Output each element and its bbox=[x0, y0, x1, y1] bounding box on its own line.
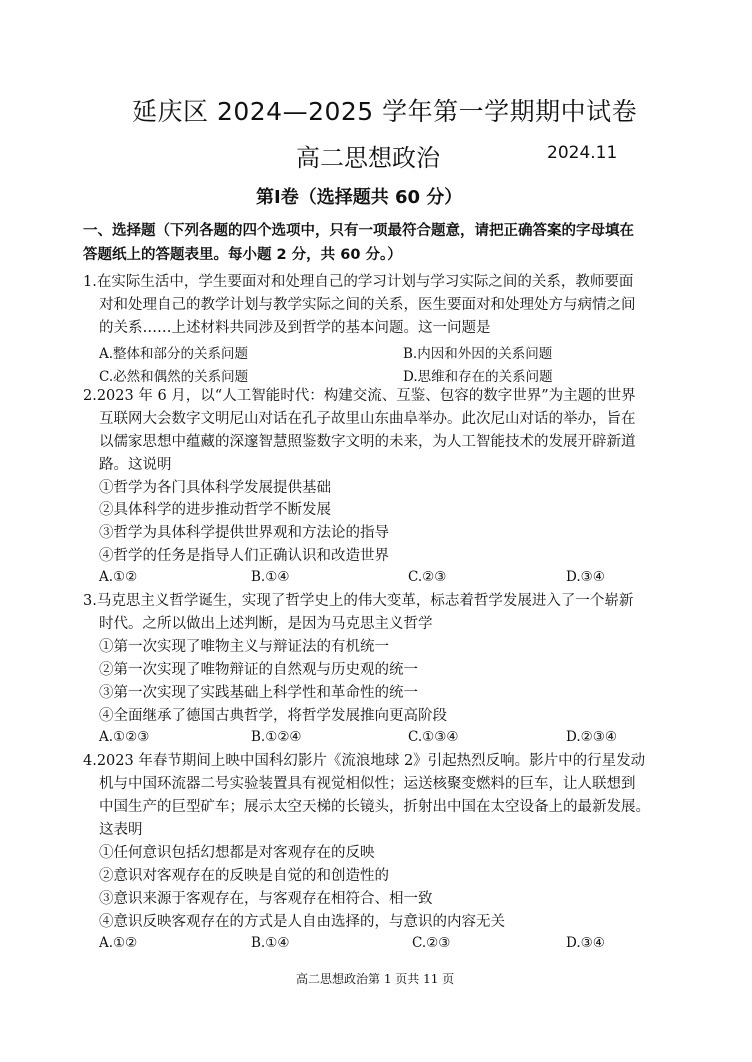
statement-item: ③第一次实现了实践基础上科学性和革命性的统一 bbox=[99, 685, 418, 701]
statement-item: ①哲学为各门具体科学发展提供基础 bbox=[99, 480, 331, 496]
question-stem-line: 这表明 bbox=[99, 822, 143, 838]
statement-item: ②第一次实现了唯物辩证的自然观与历史观的统一 bbox=[99, 662, 418, 678]
option-a[interactable]: A.整体和部分的关系问题 bbox=[99, 346, 249, 362]
exam-title: 延庆区 2024—2025 学年第一学期期中试卷 bbox=[132, 97, 638, 126]
exam-date: 2024.11 bbox=[547, 143, 618, 163]
question-stem-line: 对和处理自己的教学计划与教学实际之间的关系，医生要面对和处理处方与病情之间 bbox=[99, 297, 636, 313]
option-c[interactable]: C.②③ bbox=[412, 935, 451, 951]
statement-item: ③哲学为具体科学提供世界观和方法论的指导 bbox=[99, 525, 389, 541]
question-stem-line: 的关系……上述材料共同涉及到哲学的基本问题。这一问题是 bbox=[99, 320, 491, 336]
instructions-line: 一、选择题（下列各题的四个选项中，只有一项最符合题意，请把正确答案的字母填在 bbox=[83, 223, 634, 239]
option-d[interactable]: D.思维和存在的关系问题 bbox=[403, 369, 553, 385]
option-d[interactable]: D.③④ bbox=[566, 935, 605, 951]
section-heading: 第Ⅰ卷（选择题共 60 分） bbox=[256, 187, 463, 208]
question-stem-line: 以儒家思想中蕴藏的深邃智慧照鉴数字文明的未来，为人工智能技术的发展开辟新道 bbox=[99, 434, 636, 450]
option-d[interactable]: D.③④ bbox=[566, 569, 605, 585]
statement-item: ①第一次实现了唯物主义与辩证法的有机统一 bbox=[99, 639, 389, 655]
option-d[interactable]: D.②③④ bbox=[566, 729, 617, 745]
option-b[interactable]: B.内因和外因的关系问题 bbox=[403, 346, 553, 362]
question-stem-line: 3.马克思主义哲学诞生，实现了哲学史上的伟大变革，标志着哲学发展进入了一个崭新 bbox=[83, 593, 634, 609]
option-a[interactable]: A.①②③ bbox=[99, 729, 150, 745]
option-b[interactable]: B.①②④ bbox=[251, 729, 302, 745]
instructions bbox=[83, 219, 713, 267]
question-stem-line: 路。这说明 bbox=[99, 457, 172, 473]
option-b[interactable]: B.①④ bbox=[251, 569, 290, 585]
statement-item: ③意识来源于客观存在，与客观存在相符合、相一致 bbox=[99, 891, 433, 907]
question-stem-line: 1.在实际生活中，学生要面对和处理自己的学习计划与学习实际之间的关系，教师要面 bbox=[83, 274, 634, 290]
option-b[interactable]: B.①④ bbox=[251, 935, 290, 951]
option-a[interactable]: A.①② bbox=[99, 935, 138, 951]
statement-item: ①任何意识包括幻想都是对客观存在的反映 bbox=[99, 845, 375, 861]
question-stem-line: 4.2023 年春节期间上映中国科幻影片《流浪地球 2》引起热烈反响。影片中的行星发动 bbox=[83, 753, 646, 769]
question-stem-line: 2.2023 年 6 月，以“人工智能时代：构建交流、互鉴、包容的数字世界”为主题的世界 bbox=[83, 388, 636, 404]
statement-item: ④哲学的任务是指导人们正确认识和改造世界 bbox=[99, 548, 389, 564]
question-stem-line: 机与中国环流器二号实验装置具有视觉相似性；运送核聚变燃料的巨车，让人联想到 bbox=[99, 776, 636, 792]
question-stem-line: 时代。之所以做出上述判断，是因为马克思主义哲学 bbox=[99, 616, 433, 632]
statement-item: ②具体科学的进步推动哲学不断发展 bbox=[99, 502, 331, 518]
question-stem-line: 中国生产的巨型矿车；展示太空天梯的长镜头，折射出中国在太空设备上的最新发展。 bbox=[99, 799, 650, 815]
option-c[interactable]: C.②③ bbox=[408, 569, 447, 585]
statement-item: ④意识反映客观存在的方式是人自由选择的，与意识的内容无关 bbox=[99, 914, 505, 930]
option-c[interactable]: C.必然和偶然的关系问题 bbox=[99, 369, 249, 385]
question-stem-line: 互联网大会数字文明尼山对话在孔子故里山东曲阜举办。此次尼山对话的举办，旨在 bbox=[99, 411, 636, 427]
instructions-line: 答题纸上的答题表里。每小题 2 分，共 60 分。） bbox=[83, 247, 402, 263]
statement-item: ④全面继承了德国古典哲学，将哲学发展推向更高阶段 bbox=[99, 708, 447, 724]
page-footer: 高二思想政治第 1 页共 11 页 bbox=[296, 972, 455, 986]
option-a[interactable]: A.①② bbox=[99, 569, 138, 585]
subject-title: 高二思想政治 bbox=[296, 144, 440, 172]
option-c[interactable]: C.①③④ bbox=[408, 729, 459, 745]
statement-item: ②意识对客观存在的反映是自觉的和创造性的 bbox=[99, 868, 389, 884]
